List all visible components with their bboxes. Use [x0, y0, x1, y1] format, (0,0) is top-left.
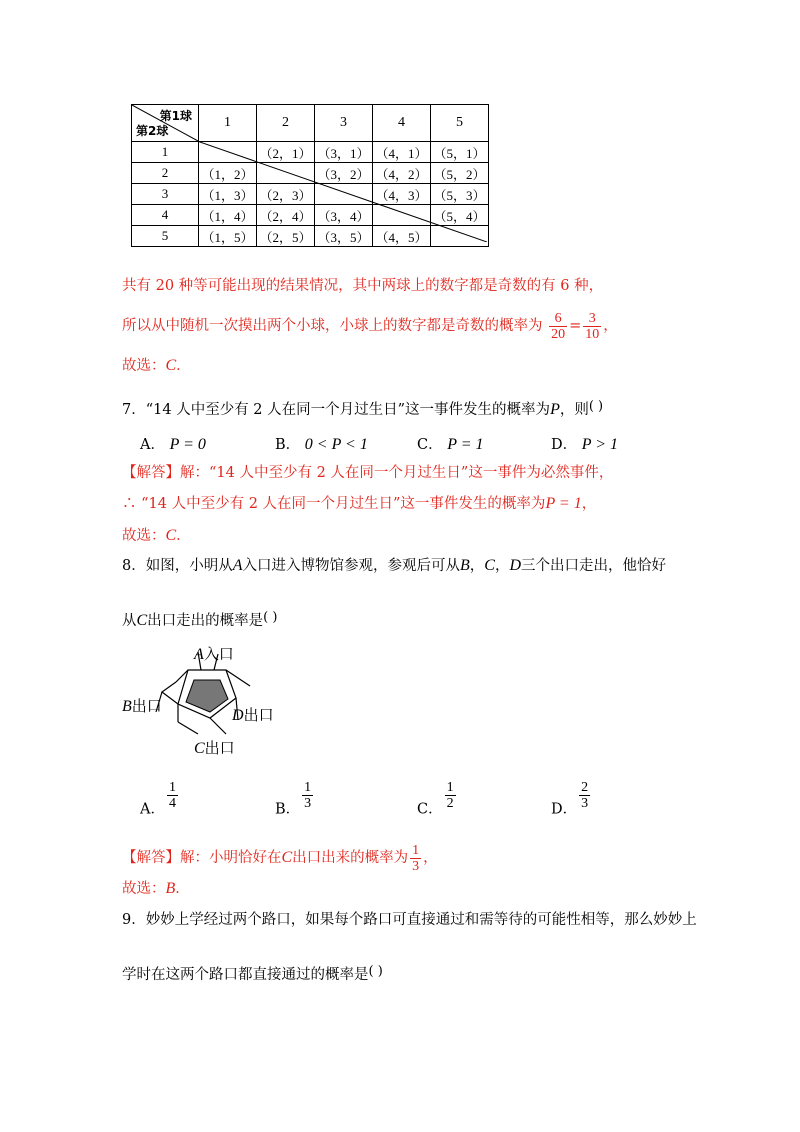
punct: ．: [176, 358, 191, 374]
table-cell: （3，2）: [315, 163, 373, 184]
punct: ．: [175, 881, 190, 897]
q7-sol2-text: ∴ “14 人中至少有 2 人在同一个月过生日”这一事件发生的概率为: [122, 496, 546, 512]
frac-den: 2: [446, 796, 454, 811]
q8-text: 入口进入博物馆参观，参观后可从: [242, 558, 461, 574]
q6-solution-line2: [122, 306, 618, 346]
option-label: B．: [275, 801, 301, 818]
var-c: C: [136, 612, 148, 629]
q8-sol-text: 解：小明恰好在: [180, 850, 282, 866]
table-cell: （1，4）: [199, 205, 257, 226]
table-cell: （1，2）: [199, 163, 257, 184]
q7-option-b: [275, 433, 368, 454]
table-corner-cell: [132, 105, 199, 142]
option-label: C．: [417, 437, 443, 453]
option-value: P = 0: [169, 436, 206, 453]
label-text: 出口: [204, 739, 235, 757]
frac-num: 1: [412, 842, 420, 858]
q7-answer: [122, 526, 191, 546]
var-b: B: [460, 557, 470, 574]
table-cell: （3，4）: [315, 205, 373, 226]
q7-stem-text: 7．“14 人中至少有 2 人在同一个月过生日”这一事件发生的概率为: [122, 402, 551, 418]
table-cell: （2，4）: [257, 205, 315, 226]
option-fraction: [167, 780, 178, 811]
frac-num: 6: [549, 311, 567, 327]
col-header: 5: [431, 105, 489, 142]
q7-sol2-value: P = 1: [545, 495, 582, 512]
option-value: P = 1: [447, 436, 484, 453]
table-header-row: [132, 105, 489, 142]
var-d: D: [509, 557, 522, 574]
fig-label-d: [232, 704, 274, 725]
q7-stem-end: ，则: [559, 402, 589, 418]
var-c: C: [281, 849, 293, 866]
answer-paren: ( ): [263, 610, 278, 625]
q8-option-a: [140, 780, 180, 819]
frac-num: 3: [583, 311, 601, 327]
q8-sol-text: 出口出来的概率为: [292, 850, 409, 866]
label-text: 出口: [131, 697, 162, 715]
q7-solution-line1: [122, 463, 613, 483]
q8-text: 出口走出的概率是: [147, 613, 264, 629]
solution-tag: 【解答】: [122, 850, 180, 866]
solution-tag: 【解答】: [122, 465, 180, 481]
frac-den: 3: [412, 858, 420, 874]
label-text: 出口: [243, 706, 274, 724]
answer-prefix: 故选：: [122, 358, 166, 374]
q8-text: 8．如图，小明从: [122, 558, 233, 574]
table-cell: （3，1）: [315, 142, 373, 163]
q8-option-d: [551, 780, 592, 819]
q6-fraction-1: [549, 311, 567, 342]
table-cell: （4，1）: [373, 142, 431, 163]
punct: ，: [603, 318, 618, 334]
col-header: 1: [199, 105, 257, 142]
var-c: C: [484, 557, 495, 574]
frac-den: 20: [551, 326, 566, 342]
table-cell: （3，5）: [315, 226, 373, 247]
var-a: A: [232, 557, 243, 574]
option-fraction: [579, 780, 590, 811]
col-header: 2: [257, 105, 315, 142]
punct: ，: [494, 558, 510, 574]
option-label: C．: [417, 801, 443, 818]
q8-solution: [122, 840, 438, 876]
q8-answer: [122, 879, 190, 899]
row-label: 4: [132, 205, 199, 226]
option-fraction: [302, 780, 313, 811]
answer-paren: ( ): [588, 399, 604, 414]
var-b: B: [122, 698, 132, 715]
q7-option-a: [140, 433, 206, 454]
col-header: 3: [315, 105, 373, 142]
q7-solution-line2: [122, 494, 596, 514]
answer-letter: B: [165, 880, 176, 897]
table-cell: （4，5）: [373, 226, 431, 247]
row-label: 1: [132, 142, 199, 163]
frac-num: 2: [581, 780, 589, 795]
q7-option-d: [551, 433, 618, 454]
museum-figure: [118, 642, 288, 766]
var-a: A: [194, 646, 204, 663]
frac-den: 3: [581, 796, 589, 811]
col-header: 4: [373, 105, 431, 142]
q6-answer: [122, 356, 191, 376]
option-label: A．: [140, 437, 165, 453]
fig-label-a: [194, 643, 234, 664]
q7-sol1-text: 解：“14 人中至少有 2 人在同一个月过生日”这一事件为必然事件，: [180, 465, 614, 481]
table-cell: （1，3）: [199, 184, 257, 205]
equals-sign: =: [569, 318, 582, 334]
option-fraction: [445, 780, 456, 811]
var-p: P: [550, 401, 560, 418]
table-cell: （1，5）: [199, 226, 257, 247]
answer-letter: C: [165, 357, 177, 374]
option-label: B．: [275, 437, 301, 453]
q9-stem-line2: [122, 962, 383, 985]
q8-text: 从: [122, 613, 137, 629]
q6-solution-line1: 共有 20 种等可能出现的结果情况，其中两球上的数字都是奇数的有 6 种，: [122, 278, 604, 294]
frac-den: 3: [304, 796, 312, 811]
q8-sol-fraction: [410, 843, 421, 874]
q7-stem: [122, 397, 603, 420]
fig-label-c: [194, 737, 235, 758]
answer-paren: ( ): [368, 964, 383, 979]
table-cell: （5，3）: [431, 184, 489, 205]
row-label: 3: [132, 184, 199, 205]
table-cell: （2，5）: [257, 226, 315, 247]
option-label: D．: [551, 437, 578, 453]
answer-letter: C: [165, 527, 177, 544]
q6-line2-text: 所以从中随机一次摸出两个小球，小球上的数字都是奇数的概率为: [122, 318, 543, 334]
option-label: D．: [551, 801, 578, 818]
q8-stem-line2: [122, 608, 277, 631]
table-diagonal-line: [197, 141, 487, 242]
frac-den: 10: [585, 326, 600, 342]
table-cell: （4，2）: [373, 163, 431, 184]
table-cell: （2，1）: [257, 142, 315, 163]
table-cell: （5，2）: [431, 163, 489, 184]
var-d: D: [232, 707, 244, 724]
q8-stem-line1: [122, 556, 666, 576]
option-value: P > 1: [581, 436, 619, 453]
q6-fraction-2: [583, 311, 601, 342]
answer-prefix: 故选：: [122, 881, 166, 897]
fig-label-b: [122, 695, 162, 716]
row-label: 2: [132, 163, 199, 184]
frac-num: 1: [168, 780, 176, 795]
table-cell: （5，1）: [431, 142, 489, 163]
q8-option-b: [275, 780, 315, 819]
table-cell: （5，4）: [431, 205, 489, 226]
header-ball1: 第1球: [159, 109, 192, 123]
punct: ，: [469, 558, 485, 574]
q7-option-c: [417, 433, 484, 454]
table-cell: （4，3）: [373, 184, 431, 205]
header-ball2: 第2球: [136, 124, 169, 138]
option-value: 0 < P < 1: [304, 436, 368, 453]
option-label: A．: [140, 801, 165, 818]
punct: ，: [423, 850, 438, 866]
punct: ，: [581, 496, 597, 512]
punct: ．: [176, 528, 191, 544]
var-c: C: [194, 740, 205, 757]
q9-text: 学时在这两个路口都直接通过的概率是: [122, 967, 369, 983]
table-cell: （2，3）: [257, 184, 315, 205]
q8-text: 三个出口走出，他恰好: [521, 558, 667, 574]
label-text: 入口: [203, 645, 234, 663]
frac-den: 4: [168, 796, 176, 811]
frac-num: 1: [304, 780, 312, 795]
q8-option-c: [417, 780, 458, 819]
frac-num: 1: [446, 780, 454, 795]
row-label: 5: [132, 226, 199, 247]
answer-prefix: 故选：: [122, 528, 166, 544]
q9-stem-line1: 9．妙妙上学经过两个路口，如果每个路口可直接通过和需等待的可能性相等，那么妙妙上: [122, 912, 697, 928]
